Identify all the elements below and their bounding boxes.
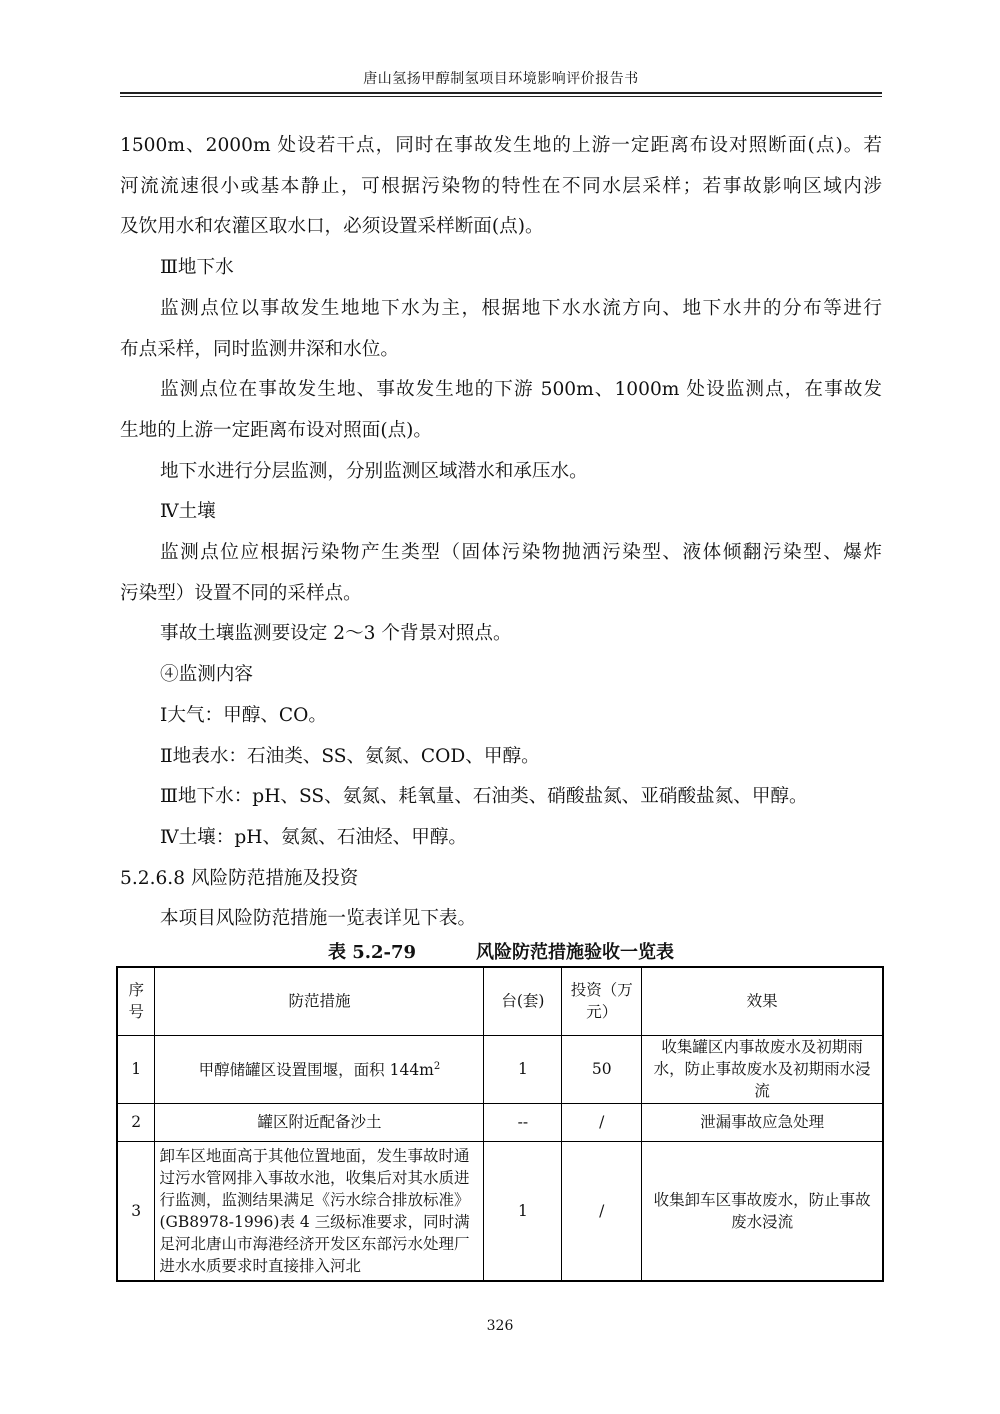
cell-measure: 甲醇储罐区设置围堰，面积 $144m^2$ — [155, 1035, 484, 1103]
cell-sets: 1 — [484, 1035, 562, 1103]
header-sets: 台(套) — [484, 967, 562, 1035]
table-row — [117, 1141, 883, 1281]
section-heading: Ⅳ土壤 — [160, 501, 216, 523]
cell-measure: 卸车区地面高于其他位置地面，发生事故时通过污水管网排入事故水池，收集后对其水质进行监测，监测结果满足《污水综合排放标准》(GB8978-1996)表 4 三级标准要求，同时满足河北唐山市海港经济开发区东部污水处理厂进水水质要求时直接排入河北 — [155, 1141, 484, 1281]
paragraph-line: 布点采样，同时监测井深和水位。 — [120, 338, 399, 360]
paragraph-line: 地下水进行分层监测，分别监测区域潜水和承压水。 — [160, 460, 588, 482]
cell-sets: 1 — [484, 1141, 562, 1281]
cell-invest: / — [562, 1103, 642, 1141]
paragraph-line: 本项目风险防范措施一览表详见下表。 — [160, 908, 477, 930]
table-row — [117, 1103, 883, 1141]
cell-seq: 1 — [117, 1035, 155, 1103]
table-row — [117, 1035, 883, 1103]
monitoring-item: Ⅰ大气：甲醇、CO。 — [160, 704, 327, 726]
page-number: 326 — [486, 1318, 514, 1334]
table-caption — [120, 938, 882, 964]
header-seq: 序号 — [117, 967, 155, 1035]
cell-sets: -- — [484, 1103, 562, 1141]
section-heading: ④监测内容 — [160, 664, 253, 686]
section-heading: 5.2.6.8 风险防范措施及投资 — [120, 867, 359, 889]
header-effect: 效果 — [642, 967, 883, 1035]
monitoring-item: Ⅱ地表水：石油类、SS、氨氮、COD、甲醇。 — [160, 745, 540, 767]
cell-effect: 收集卸车区事故废水，防止事故废水浸流 — [642, 1141, 883, 1281]
cell-seq: 3 — [117, 1141, 155, 1281]
running-header: 唐山氢扬甲醇制氢项目环境影响评价报告书 — [363, 71, 639, 87]
paragraph-line: 监测点位在事故发生地、事故发生地的下游 500m、1000m 处设监测点，在事故发 — [160, 379, 882, 401]
risk-measures-table — [116, 966, 884, 1282]
section-heading: Ⅲ地下水 — [160, 257, 234, 279]
paragraph-line: 污染型）设置不同的采样点。 — [120, 582, 362, 604]
monitoring-item: Ⅳ土壤：pH、氨氮、石油烃、甲醇。 — [160, 826, 468, 848]
header-measure: 防范措施 — [155, 967, 484, 1035]
monitoring-item: Ⅲ地下水：pH、SS、氨氮、耗氧量、石油类、硝酸盐氮、亚硝酸盐氮、甲醇。 — [160, 786, 808, 808]
paragraph-line: 生地的上游一定距离布设对照面(点)。 — [120, 419, 433, 441]
paragraph-line: 及饮用水和农灌区取水口，必须设置采样断面(点)。 — [120, 216, 544, 238]
cell-effect: 泄漏事故应急处理 — [642, 1103, 883, 1141]
paragraph-line: 事故土壤监测要设定 2～3 个背景对照点。 — [160, 623, 512, 645]
header-rule-thin — [120, 96, 882, 97]
header-invest: 投资（万元） — [562, 967, 642, 1035]
cell-effect: 收集罐区内事故废水及初期雨水，防止事故废水及初期雨水浸流 — [642, 1035, 883, 1103]
cell-measure: 罐区附近配备沙土 — [155, 1103, 484, 1141]
table-caption-title: 风险防范措施验收一览表 — [476, 942, 675, 963]
table-header-row — [117, 967, 883, 1035]
cell-invest: / — [562, 1141, 642, 1281]
table-caption-number: 表 5.2-79 — [327, 942, 417, 963]
paragraph-line: 河流流速很小或基本静止，可根据污染物的特性在不同水层采样；若事故影响区域内涉 — [120, 175, 882, 197]
cell-seq: 2 — [117, 1103, 155, 1141]
paragraph-line: 监测点位以事故发生地地下水为主，根据地下水水流方向、地下水井的分布等进行 — [160, 297, 882, 319]
paragraph-line: 1500m、2000m 处设若干点，同时在事故发生地的上游一定距离布设对照断面(点)。若 — [120, 135, 882, 156]
header-rule — [120, 92, 882, 94]
cell-invest: 50 — [562, 1035, 642, 1103]
paragraph-line: 监测点位应根据污染物产生类型（固体污染物抛洒污染型、液体倾翻污染型、爆炸 — [160, 542, 882, 564]
body-text — [120, 126, 882, 940]
